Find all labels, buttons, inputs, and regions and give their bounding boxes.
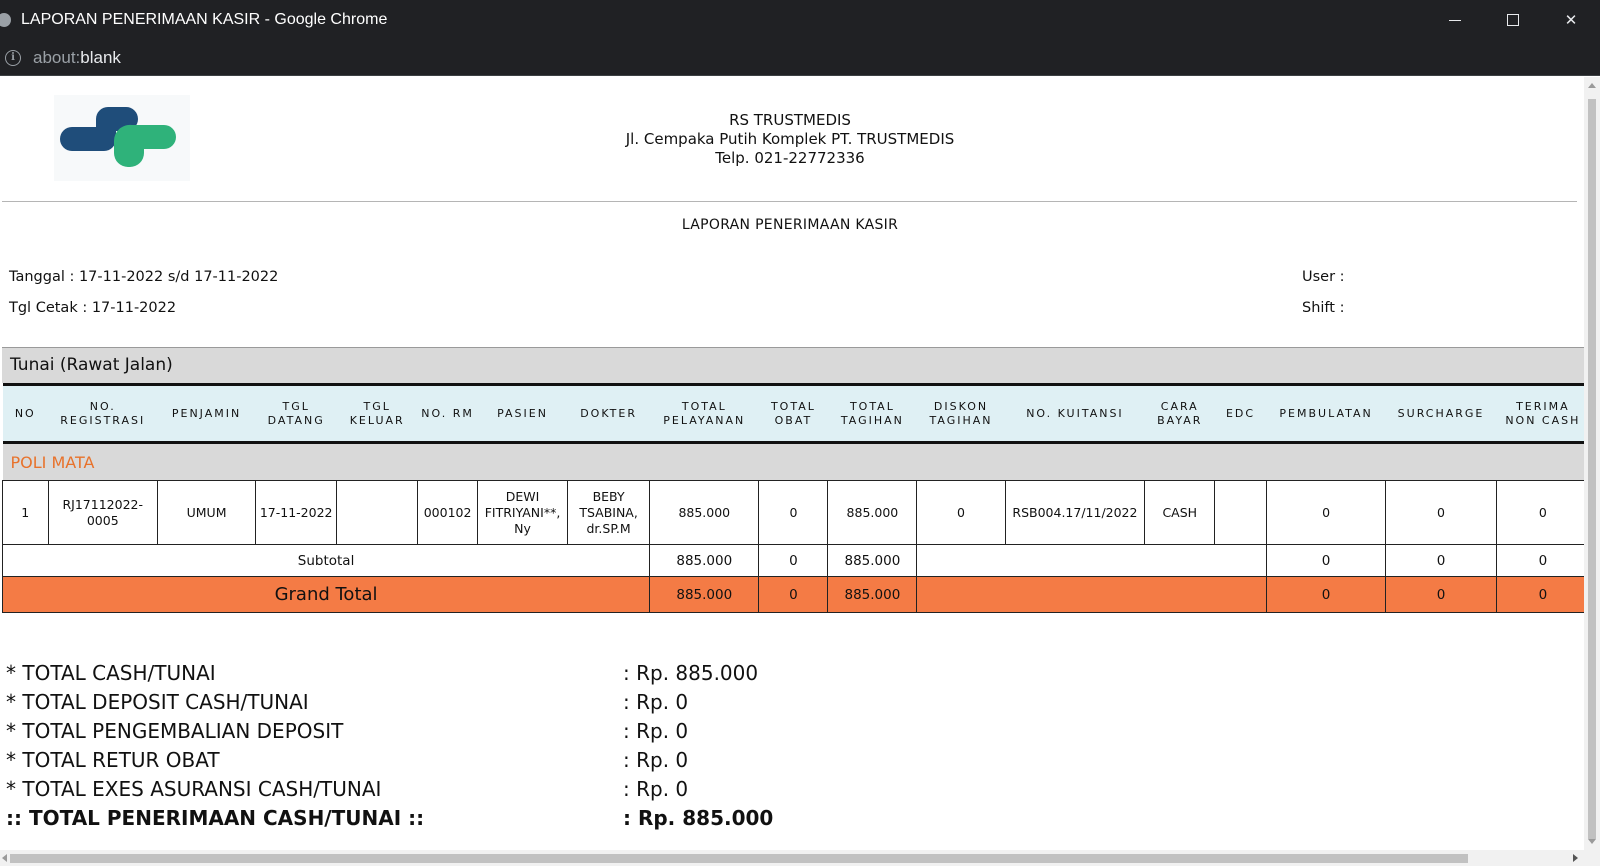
hospital-name: RS TRUSTMEDIS xyxy=(729,111,851,129)
col-header-cara-bayar: CARA BAYAR xyxy=(1145,385,1215,443)
print-date: Tgl Cetak : 17-11-2022 xyxy=(9,300,177,316)
summary-label: * TOTAL CASH/TUNAI xyxy=(6,661,216,685)
minimize-button[interactable] xyxy=(1426,0,1484,40)
col-header-tgl-datang: TGL DATANG xyxy=(256,385,337,443)
summary-label: * TOTAL PENGEMBALIAN DEPOSIT xyxy=(6,719,344,743)
grand-total-terima-non-cash: 0 xyxy=(1496,577,1589,613)
window-title-bar xyxy=(0,0,1600,40)
scroll-right-icon[interactable] xyxy=(1573,854,1578,862)
report-title: LAPORAN PENERIMAAN KASIR xyxy=(681,217,899,233)
summary-total-label: :: TOTAL PENERIMAAN CASH/TUNAI :: xyxy=(6,806,425,830)
cell-dokter: BEBY TSABINA, dr.SP.M xyxy=(568,481,650,545)
section-title: Tunai (Rawat Jalan) xyxy=(2,347,1590,383)
summary-value: : Rp. 0 xyxy=(623,777,689,801)
col-header-total-obat: TOTAL OBAT xyxy=(759,385,828,443)
close-button[interactable] xyxy=(1542,0,1600,40)
report-shift: Shift : xyxy=(1302,300,1345,316)
horizontal-scroll-thumb[interactable] xyxy=(10,854,1468,863)
grand-total-obat: 0 xyxy=(759,577,828,613)
table-header-row xyxy=(3,385,1590,443)
col-header-no-registrasi: NO. REGISTRASI xyxy=(48,385,157,443)
url-text[interactable] xyxy=(33,48,121,68)
address-bar[interactable] xyxy=(0,40,1600,76)
summary-total-value: : Rp. 885.000 xyxy=(623,806,774,830)
scroll-left-icon[interactable] xyxy=(2,854,7,862)
grand-total-row xyxy=(3,577,1590,613)
vertical-scrollbar[interactable] xyxy=(1584,77,1600,850)
group-name: POLI MATA xyxy=(3,443,1590,481)
cell-terima-non-cash: 0 xyxy=(1496,481,1589,545)
receipt-table-wrap xyxy=(2,383,1590,613)
scroll-down-icon[interactable] xyxy=(1588,839,1596,844)
cell-surcharge: 0 xyxy=(1386,481,1496,545)
minimize-icon xyxy=(1449,20,1461,21)
chrome-app-icon xyxy=(0,13,11,27)
summary-label: * TOTAL DEPOSIT CASH/TUNAI xyxy=(6,690,309,714)
col-header-no: NO xyxy=(3,385,49,443)
receipt-table xyxy=(2,383,1590,613)
col-header-pembulatan: PEMBULATAN xyxy=(1266,385,1386,443)
cell-tgl-datang: 17-11-2022 xyxy=(256,481,337,545)
subtotal-empty xyxy=(917,545,1266,577)
summary-value: : Rp. 0 xyxy=(623,748,689,772)
cell-pasien: DEWI FITRIYANI**, Ny xyxy=(477,481,567,545)
summary-value: : Rp. 0 xyxy=(623,719,689,743)
logo-icon xyxy=(54,95,190,181)
url-path: blank xyxy=(80,47,121,67)
col-header-edc: EDC xyxy=(1215,385,1267,443)
summary-value: : Rp. 885.000 xyxy=(623,661,759,685)
cell-no: 1 xyxy=(3,481,49,545)
cell-total-tagihan: 885.000 xyxy=(828,481,917,545)
close-icon: ✕ xyxy=(1564,11,1578,29)
col-header-total-tagihan: TOTAL TAGIHAN xyxy=(828,385,917,443)
hospital-header xyxy=(540,111,1040,168)
subtotal-total-pelayanan: 885.000 xyxy=(650,545,759,577)
grand-total-empty xyxy=(917,577,1266,613)
col-header-tgl-keluar: TGL KELUAR xyxy=(337,385,418,443)
col-header-pasien: PASIEN xyxy=(477,385,567,443)
grand-total-surcharge: 0 xyxy=(1386,577,1496,613)
report-user: User : xyxy=(1302,269,1345,285)
maximize-button[interactable] xyxy=(1484,0,1542,40)
col-header-terima-non-cash: TERIMA NON CASH xyxy=(1496,385,1589,443)
report-date-range: Tanggal : 17-11-2022 s/d 17-11-2022 xyxy=(9,269,279,285)
horizontal-scrollbar[interactable] xyxy=(0,850,1600,866)
cell-cara-bayar: CASH xyxy=(1145,481,1215,545)
header-divider xyxy=(2,201,1577,202)
vertical-scroll-thumb[interactable] xyxy=(1588,99,1596,839)
cell-tgl-keluar xyxy=(337,481,418,545)
col-header-no-kuitansi: NO. KUITANSI xyxy=(1005,385,1145,443)
grand-total-pembulatan: 0 xyxy=(1266,577,1386,613)
col-header-diskon-tagihan: DISKON TAGIHAN xyxy=(917,385,1005,443)
grand-total-pelayanan: 885.000 xyxy=(650,577,759,613)
cell-diskon-tagihan: 0 xyxy=(917,481,1005,545)
subtotal-total-tagihan: 885.000 xyxy=(828,545,917,577)
cell-penjamin: UMUM xyxy=(157,481,255,545)
summary-label: * TOTAL RETUR OBAT xyxy=(6,748,220,772)
summary-label: * TOTAL EXES ASURANSI CASH/TUNAI xyxy=(6,777,382,801)
col-header-dokter: DOKTER xyxy=(568,385,650,443)
window-controls xyxy=(1426,0,1600,40)
table-row xyxy=(3,481,1590,545)
hospital-phone: Telp. 021-22772336 xyxy=(715,149,865,167)
cell-total-obat: 0 xyxy=(759,481,828,545)
report-page xyxy=(0,77,1600,866)
summary-value: : Rp. 0 xyxy=(623,690,689,714)
subtotal-surcharge: 0 xyxy=(1386,545,1496,577)
hospital-logo xyxy=(54,95,190,181)
url-scheme: about: xyxy=(33,47,81,67)
cell-no-registrasi: RJ17112022-0005 xyxy=(48,481,157,545)
subtotal-terima-non-cash: 0 xyxy=(1496,545,1589,577)
group-row xyxy=(3,443,1590,481)
hospital-address: Jl. Cempaka Putih Komplek PT. TRUSTMEDIS xyxy=(625,130,955,148)
col-header-total-pelayanan: TOTAL PELAYANAN xyxy=(650,385,759,443)
col-header-penjamin: PENJAMIN xyxy=(157,385,255,443)
cell-total-pelayanan: 885.000 xyxy=(650,481,759,545)
subtotal-label: Subtotal xyxy=(3,545,650,577)
col-header-no-rm: NO. RM xyxy=(418,385,478,443)
subtotal-row xyxy=(3,545,1590,577)
subtotal-pembulatan: 0 xyxy=(1266,545,1386,577)
grand-total-label: Grand Total xyxy=(3,577,650,613)
grand-total-tagihan: 885.000 xyxy=(828,577,917,613)
cell-no-kuitansi: RSB004.17/11/2022 xyxy=(1005,481,1145,545)
col-header-surcharge: SURCHARGE xyxy=(1386,385,1496,443)
window-title: LAPORAN PENERIMAAN KASIR - Google Chrome xyxy=(21,11,388,28)
subtotal-total-obat: 0 xyxy=(759,545,828,577)
cell-no-rm: 000102 xyxy=(418,481,478,545)
maximize-icon xyxy=(1507,14,1519,26)
site-info-icon[interactable]: i xyxy=(5,50,21,66)
cell-edc xyxy=(1215,481,1267,545)
scroll-up-icon[interactable] xyxy=(1588,83,1596,88)
cell-pembulatan: 0 xyxy=(1266,481,1386,545)
